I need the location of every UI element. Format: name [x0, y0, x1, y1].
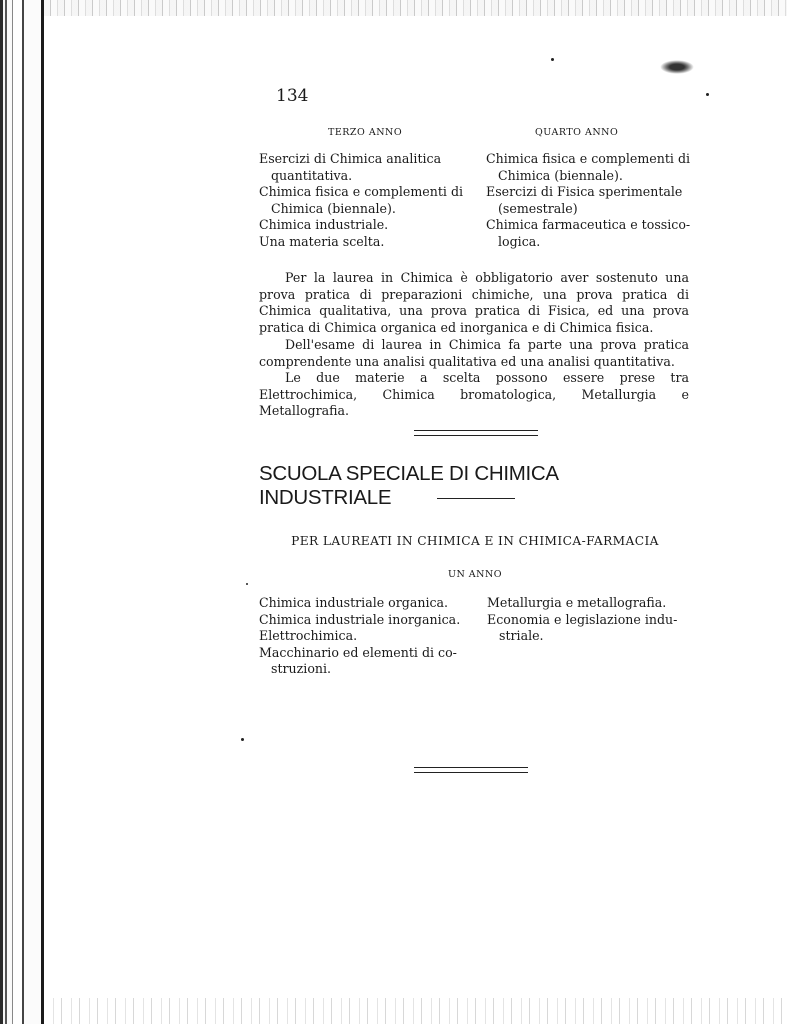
electives-paragraph: Le due materie a scelta possono essere prese tra Elettrochimica, Chimica bromatologica, Metallurgia e Metallografia. [259, 370, 689, 419]
ink-speck [706, 93, 709, 96]
school-subtitle: PER LAUREATI IN CHIMICA E IN CHIMICA-FARMACIA [291, 534, 659, 548]
title-underline [437, 498, 515, 499]
third-year-course-list [259, 151, 465, 251]
section-separator [414, 430, 538, 436]
course-item: Chimica industriale organica. [259, 595, 449, 610]
course-item: Economia e legislazione indu- striale. [487, 611, 678, 644]
course-item: Chimica industriale. [259, 217, 389, 233]
school-course-list-left [259, 595, 477, 678]
binding-shadow [41, 0, 44, 1024]
course-item: Esercizi di Chimica analitica quantitativa. [259, 151, 442, 183]
ink-speck [246, 583, 248, 585]
ink-speck [551, 58, 554, 61]
course-item: Chimica industriale inorganica. [259, 611, 461, 627]
course-item: Metallurgia e metallografia. [487, 595, 667, 610]
ink-blot [660, 60, 694, 74]
course-item: Chimica fisica e complementi di Chimica (biennale). [259, 184, 464, 216]
scan-bottom-noise [44, 998, 787, 1024]
course-item: Chimica farmaceutica e tossico- logica. [486, 217, 691, 249]
third-year-heading: TERZO ANNO [328, 127, 403, 138]
fourth-year-heading: QUARTO ANNO [535, 127, 619, 138]
course-item: Macchinario ed elementi di co- struzioni. [259, 644, 457, 677]
ink-speck [241, 738, 244, 741]
page-number: 134 [276, 86, 309, 106]
year-heading: UN ANNO [447, 569, 503, 580]
requirements-paragraph: Per la laurea in Chimica è obbligatorio aver sostenuto una prova pratica di preparazioni chimiche, una prova pratica di Chimica qualitativa, una prova pratica di Fisica, ed una prova pratica di Chimica organica ed inorganica e di Chimica fisica. [259, 270, 689, 335]
school-title: SCUOLA SPECIALE DI CHIMICA INDUSTRIALE [259, 462, 558, 509]
fourth-year-course-list [486, 151, 692, 251]
course-item: Elettrochimica. [259, 628, 358, 644]
course-item: Una materia scelta. [259, 233, 385, 249]
course-item: Esercizi di Fisica sperimentale (semestrale) [486, 184, 683, 216]
exam-paragraph: Dell'esame di laurea in Chimica fa parte una prova pratica comprendente una analisi qualitativa ed una analisi quantitativa. [259, 337, 689, 369]
book-binding-edge [0, 0, 44, 1024]
end-separator [414, 767, 528, 773]
school-course-list-right [487, 595, 693, 645]
scan-top-noise [44, 0, 787, 16]
course-item: Chimica fisica e complementi di Chimica (biennale). [486, 151, 691, 183]
